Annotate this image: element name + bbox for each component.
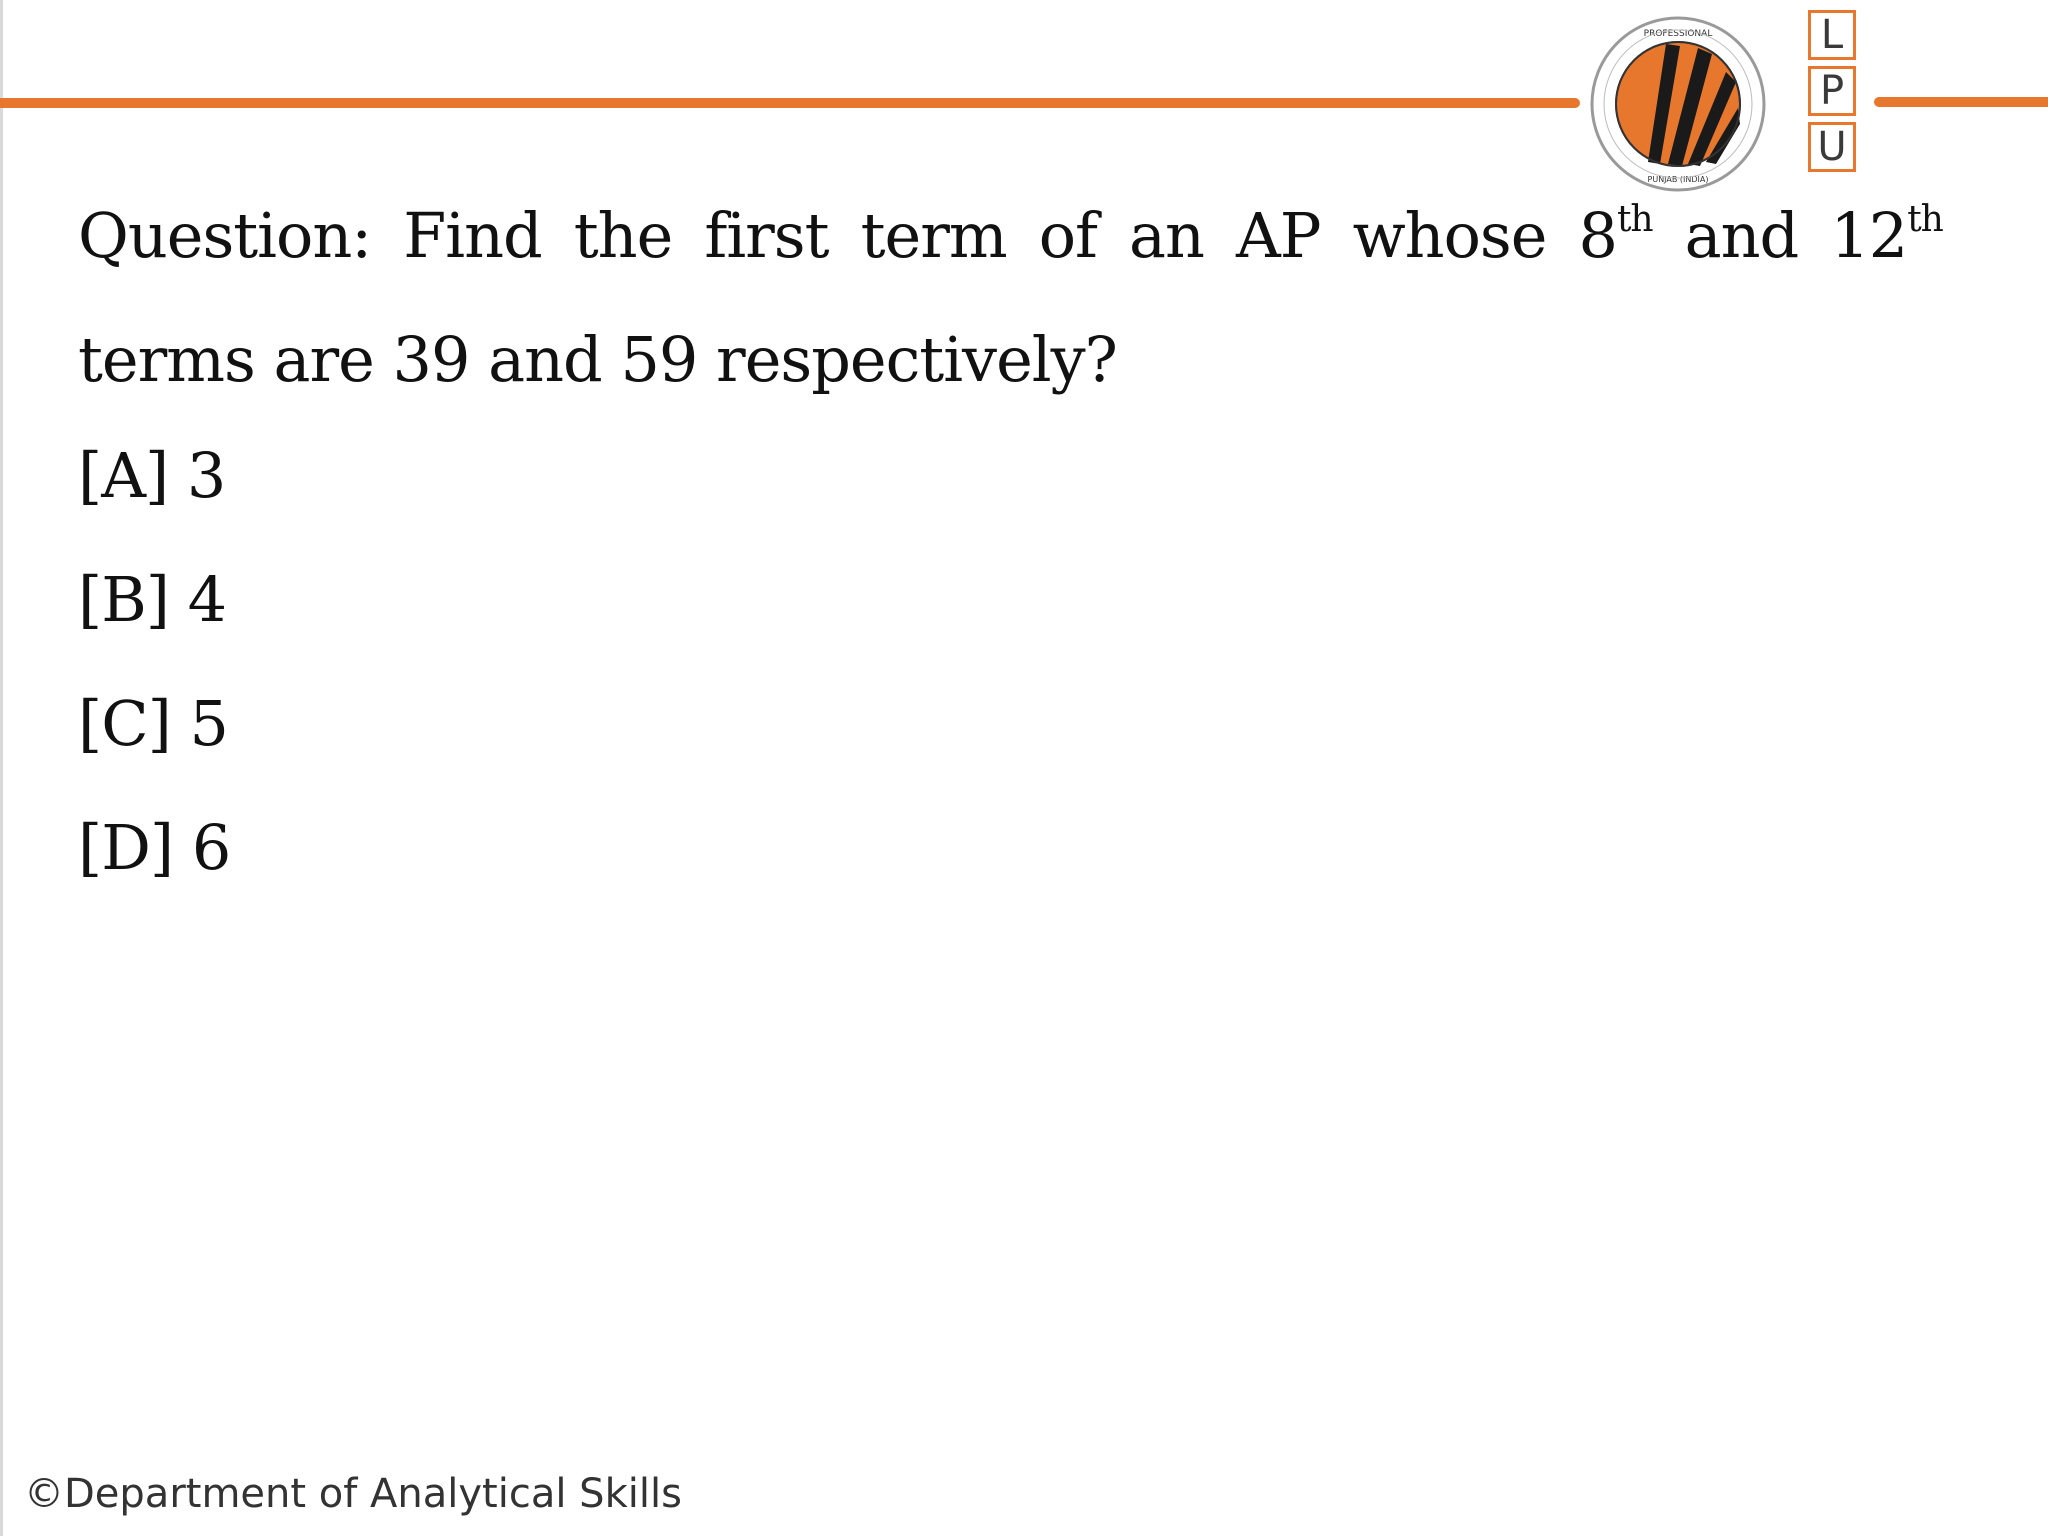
question-word: term <box>860 199 1007 272</box>
header-rule-left <box>0 98 1580 108</box>
question-word: an <box>1129 199 1204 272</box>
question-word: the <box>573 199 673 272</box>
question-word: of <box>1038 199 1097 272</box>
lpu-letters-logo <box>1808 10 1864 178</box>
option-label: [B] <box>78 563 169 636</box>
question-word: and <box>1684 199 1799 272</box>
university-seal-logo <box>1588 14 1768 194</box>
question-content <box>78 199 1948 941</box>
header-rule-right <box>1874 97 2048 107</box>
svg-text:PUNJAB (INDIA): PUNJAB (INDIA) <box>1647 175 1709 184</box>
lpu-letter-l: L <box>1808 10 1856 60</box>
option-label: [C] <box>78 687 171 760</box>
option-value: 4 <box>187 563 227 636</box>
option-value: 3 <box>186 439 226 512</box>
lpu-letter-p: P <box>1808 66 1856 116</box>
option-a <box>78 439 1948 515</box>
option-value: 6 <box>191 811 231 884</box>
question-word: AP <box>1236 199 1321 272</box>
ordinal-12th: 12th <box>1830 199 1943 272</box>
option-label: [D] <box>78 811 174 884</box>
question-word: whose <box>1352 199 1547 272</box>
ordinal-8th: 8th <box>1578 199 1653 272</box>
slide-left-border <box>0 0 3 1536</box>
lpu-letter-u: U <box>1808 122 1856 172</box>
question-word: Find <box>403 199 542 272</box>
answer-options <box>78 439 1948 887</box>
question-word: first <box>704 199 829 272</box>
footer-copyright: ©Department of Analytical Skills <box>24 1471 682 1517</box>
option-value: 5 <box>189 687 228 760</box>
option-d <box>78 811 1948 887</box>
question-word: Question: <box>78 199 372 272</box>
option-b <box>78 563 1948 639</box>
question-text-line2: terms are 39 and 59 respectively? <box>78 323 1117 396</box>
option-label: [A] <box>78 439 169 512</box>
question-text-line1 <box>78 199 1943 275</box>
option-c <box>78 687 1948 763</box>
svg-text:PROFESSIONAL: PROFESSIONAL <box>1643 29 1713 39</box>
